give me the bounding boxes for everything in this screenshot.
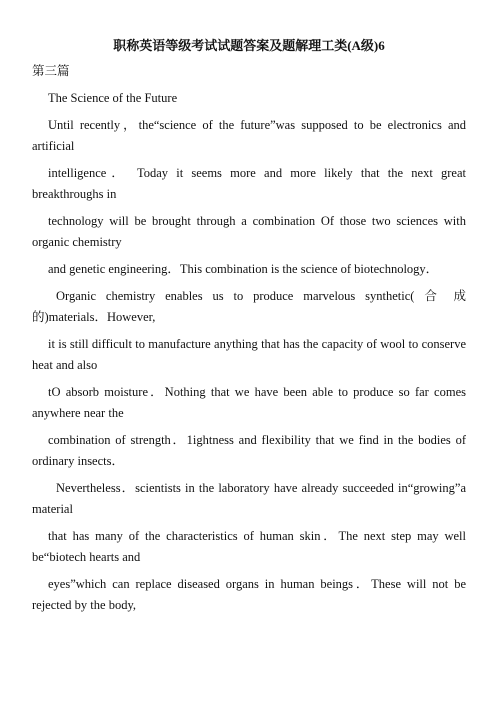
- text-line: technology will be brought through a combination Of those two sciences with: [48, 214, 466, 228]
- section-label: 第三篇: [32, 64, 70, 78]
- text-line: organic chemistry: [32, 235, 122, 249]
- text-line: heat and also: [32, 358, 98, 372]
- text-line: tO absorb moisture．Nothing that we have been able to produce so far comes: [48, 385, 466, 399]
- text-line: Organic chemistry enables us to produce marvelous synthetic( 合 成: [56, 289, 466, 303]
- text-line: Nevertheless．scientists in the laboratory have already succeeded in“growing”a: [56, 481, 466, 495]
- text-line: that has many of the characteristics of human skin．The next step may well: [48, 529, 466, 543]
- text-line: be“biotech hearts and: [32, 550, 141, 564]
- text-line: 的)materials．However,: [32, 310, 156, 324]
- text-line: Until recently，the“science of the future”was supposed to be electronics and: [48, 118, 466, 132]
- text-line: anywhere near the: [32, 406, 124, 420]
- text-line: intelligence． Today it seems more and more likely that the next great: [48, 166, 466, 180]
- text-line: and genetic engineering．This combination is the science of biotechnology．: [48, 262, 439, 276]
- text-line: it is still difficult to manufacture anything that has the capacity of wool to conserve: [48, 337, 466, 351]
- text-line: ordinary insects．: [32, 454, 124, 468]
- text-line: artificial: [32, 139, 75, 153]
- text-line: eyes”which can replace diseased organs in human beings．These will not be: [48, 577, 466, 591]
- text-line: rejected by the body,: [32, 598, 137, 612]
- text-line: breakthroughs in: [32, 187, 117, 201]
- text-line: material: [32, 502, 73, 516]
- text-line: combination of strength．1ightness and flexibility that we find in the bodies of: [48, 433, 466, 447]
- document-title: 职称英语等级考试试题答案及题解理工类(A级)6: [113, 38, 385, 53]
- article-heading: The Science of the Future: [48, 91, 178, 105]
